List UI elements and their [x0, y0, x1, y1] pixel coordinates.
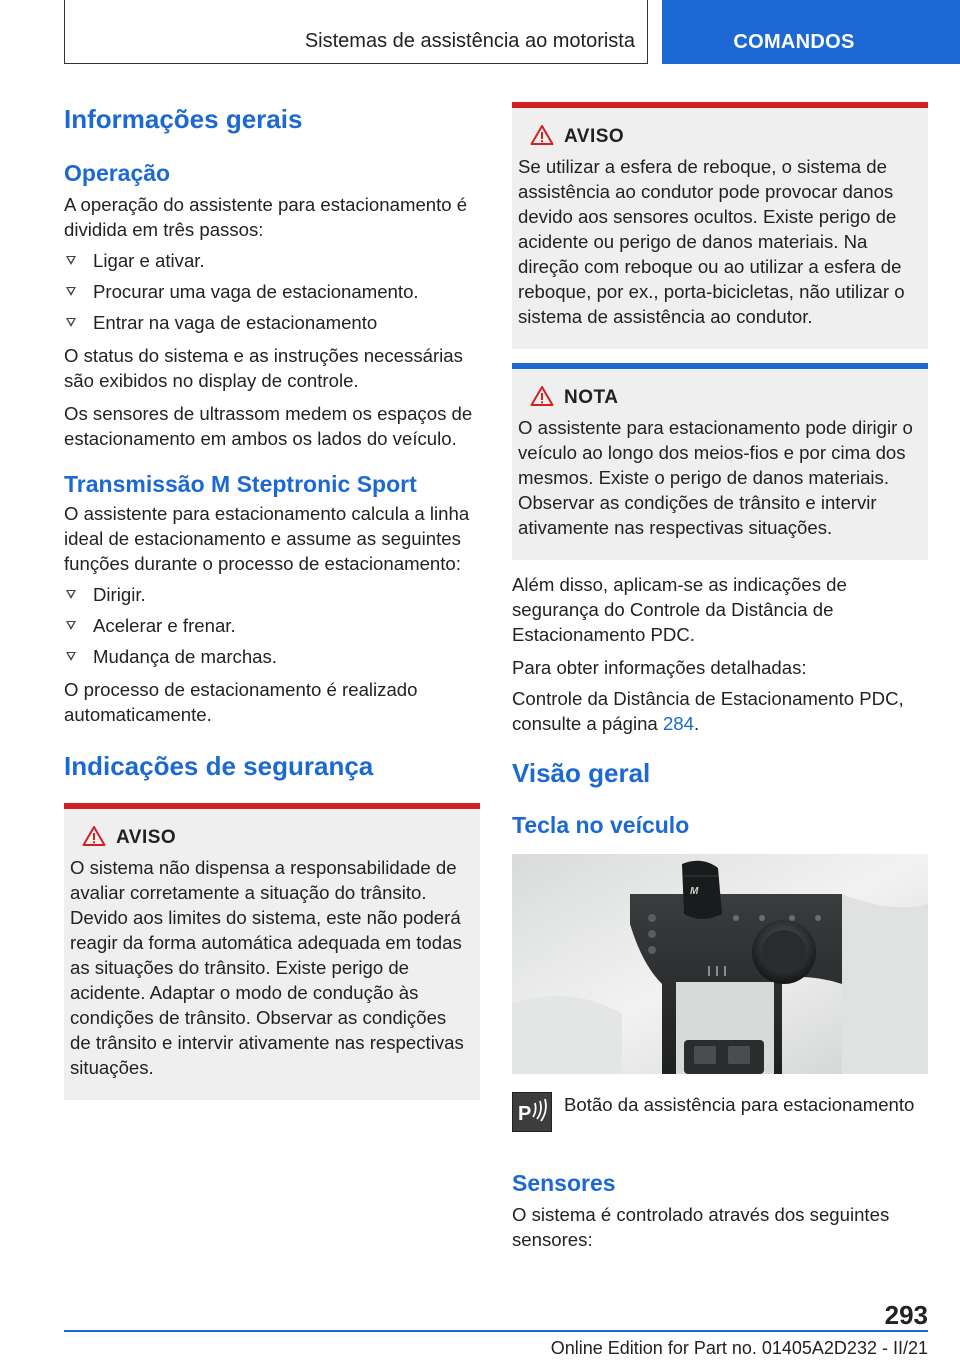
aviso-label: AVISO [116, 827, 177, 848]
triangle-bullet-icon [66, 652, 76, 661]
auto-paragraph: O processo de estacionamento é realizado automaticamente. [64, 679, 418, 725]
sensores-paragraph: Os sensores de ultrassom medem os espaços de estacionamento em ambos os lados do veículo. [64, 403, 473, 449]
button-caption-row [512, 1092, 928, 1156]
aviso-box [512, 102, 928, 349]
aviso-text: Se utilizar a esfera de reboque, o sistema de assistência ao condutor pode provocar danos devido aos sensores ocultos. Existe perigo de acidente ou perigo de danos materiais. Na direção com reboque ou ao utilizar a esfera de reboque, por ex., porta-bicicletas, não utilizar o sistema de assistência ao condutor. [518, 156, 905, 327]
aviso-title [70, 823, 470, 853]
center-console-photo [512, 854, 928, 1074]
aviso-text: O sistema não dispensa a responsabilidade de avaliar corretamente a situação do trânsito. Devido aos limites do sistema, este não poderá reagir da forma automática adequada em todas as situações do trânsito. Existe perigo de acidente. Adaptar o modo de condução às condições de trânsito. Observar as condições de trânsito e intervir ativamente nas respectivas situações. [70, 857, 464, 1078]
heading-indicacoes-seguranca: Indicações de segurança [64, 751, 374, 781]
alem-paragraph: Além disso, aplicam-se as indicações de segurança do Controle da Distância de Estacionamento PDC. [512, 574, 847, 645]
triangle-bullet-icon [66, 256, 76, 265]
triangle-bullet-icon [66, 287, 76, 296]
steps-list [64, 248, 480, 335]
footer-edition: Online Edition for Part no. 01405A2D232 - II/21 [550, 1338, 928, 1358]
parking-assistant-button-icon [512, 1092, 552, 1132]
list-item: Acelerar e frenar. [64, 613, 480, 638]
pdc-reference: Controle da Distância de Estacionamento PDC, consulte a página 284. [512, 688, 904, 734]
list-item: Ligar e ativar. [64, 248, 480, 273]
footer-divider [64, 1330, 928, 1332]
heading-transmissao: Transmissão M Steptronic Sport [64, 471, 417, 497]
functions-list [64, 582, 480, 669]
heading-tecla-veiculo: Tecla no veículo [512, 812, 690, 838]
header-chapter-label: COMANDOS [733, 31, 855, 53]
header-section-box [64, 0, 648, 64]
aviso-label: AVISO [564, 126, 625, 147]
page-link[interactable]: 284 [662, 713, 694, 734]
page-number: 293 [884, 1300, 928, 1330]
nota-title [518, 383, 918, 413]
operacao-intro: A operação do assistente para estacionamento é dividida em três passos: [64, 194, 468, 240]
aviso-box [64, 803, 480, 1100]
right-column [512, 102, 928, 1252]
transmissao-intro: O assistente para estacionamento calcula a linha ideal de estacionamento e assume as seguintes funções durante o processo de estacionamento: [64, 503, 470, 574]
left-column [64, 100, 480, 1100]
nota-box [512, 363, 928, 560]
heading-visao-geral: Visão geral [512, 758, 651, 788]
triangle-bullet-icon [66, 318, 76, 327]
console-illustration [512, 854, 928, 1074]
svg-text:M: M [690, 886, 699, 897]
heading-sensores: Sensores [512, 1170, 616, 1196]
aviso-title [518, 122, 918, 152]
warning-icon [82, 825, 106, 847]
status-paragraph: O status do sistema e as instruções necessárias são exibidos no display de controle. [64, 345, 463, 391]
triangle-bullet-icon [66, 621, 76, 630]
header-section-title: Sistemas de assistência ao motorista [304, 30, 635, 52]
nota-label: NOTA [564, 387, 619, 408]
triangle-bullet-icon [66, 590, 76, 599]
svg-text:P: P [518, 1103, 532, 1125]
sensores-intro: O sistema é controlado através dos seguintes sensores: [512, 1204, 890, 1250]
heading-operacao: Operação [64, 160, 171, 186]
obter-paragraph: Para obter informações detalhadas: [512, 657, 807, 678]
header-chapter-tab[interactable] [662, 0, 960, 64]
list-item: Entrar na vaga de estacionamento [64, 310, 480, 335]
list-item: Procurar uma vaga de estacionamento. [64, 279, 480, 304]
heading-informacoes-gerais: Informações gerais [64, 104, 303, 134]
warning-icon [530, 124, 554, 146]
list-item: Mudança de marchas. [64, 644, 480, 669]
button-caption: Botão da assistência para estacionamento [564, 1094, 915, 1115]
list-item: Dirigir. [64, 582, 480, 607]
nota-text: O assistente para estacionamento pode dirigir o veículo ao longo dos meios-fios e por cima dos mesmos. Existe o perigo de danos materiais. Observar as condições de trânsito e intervir ativamente nas respectivas situações. [518, 417, 913, 538]
warning-icon [530, 385, 554, 407]
